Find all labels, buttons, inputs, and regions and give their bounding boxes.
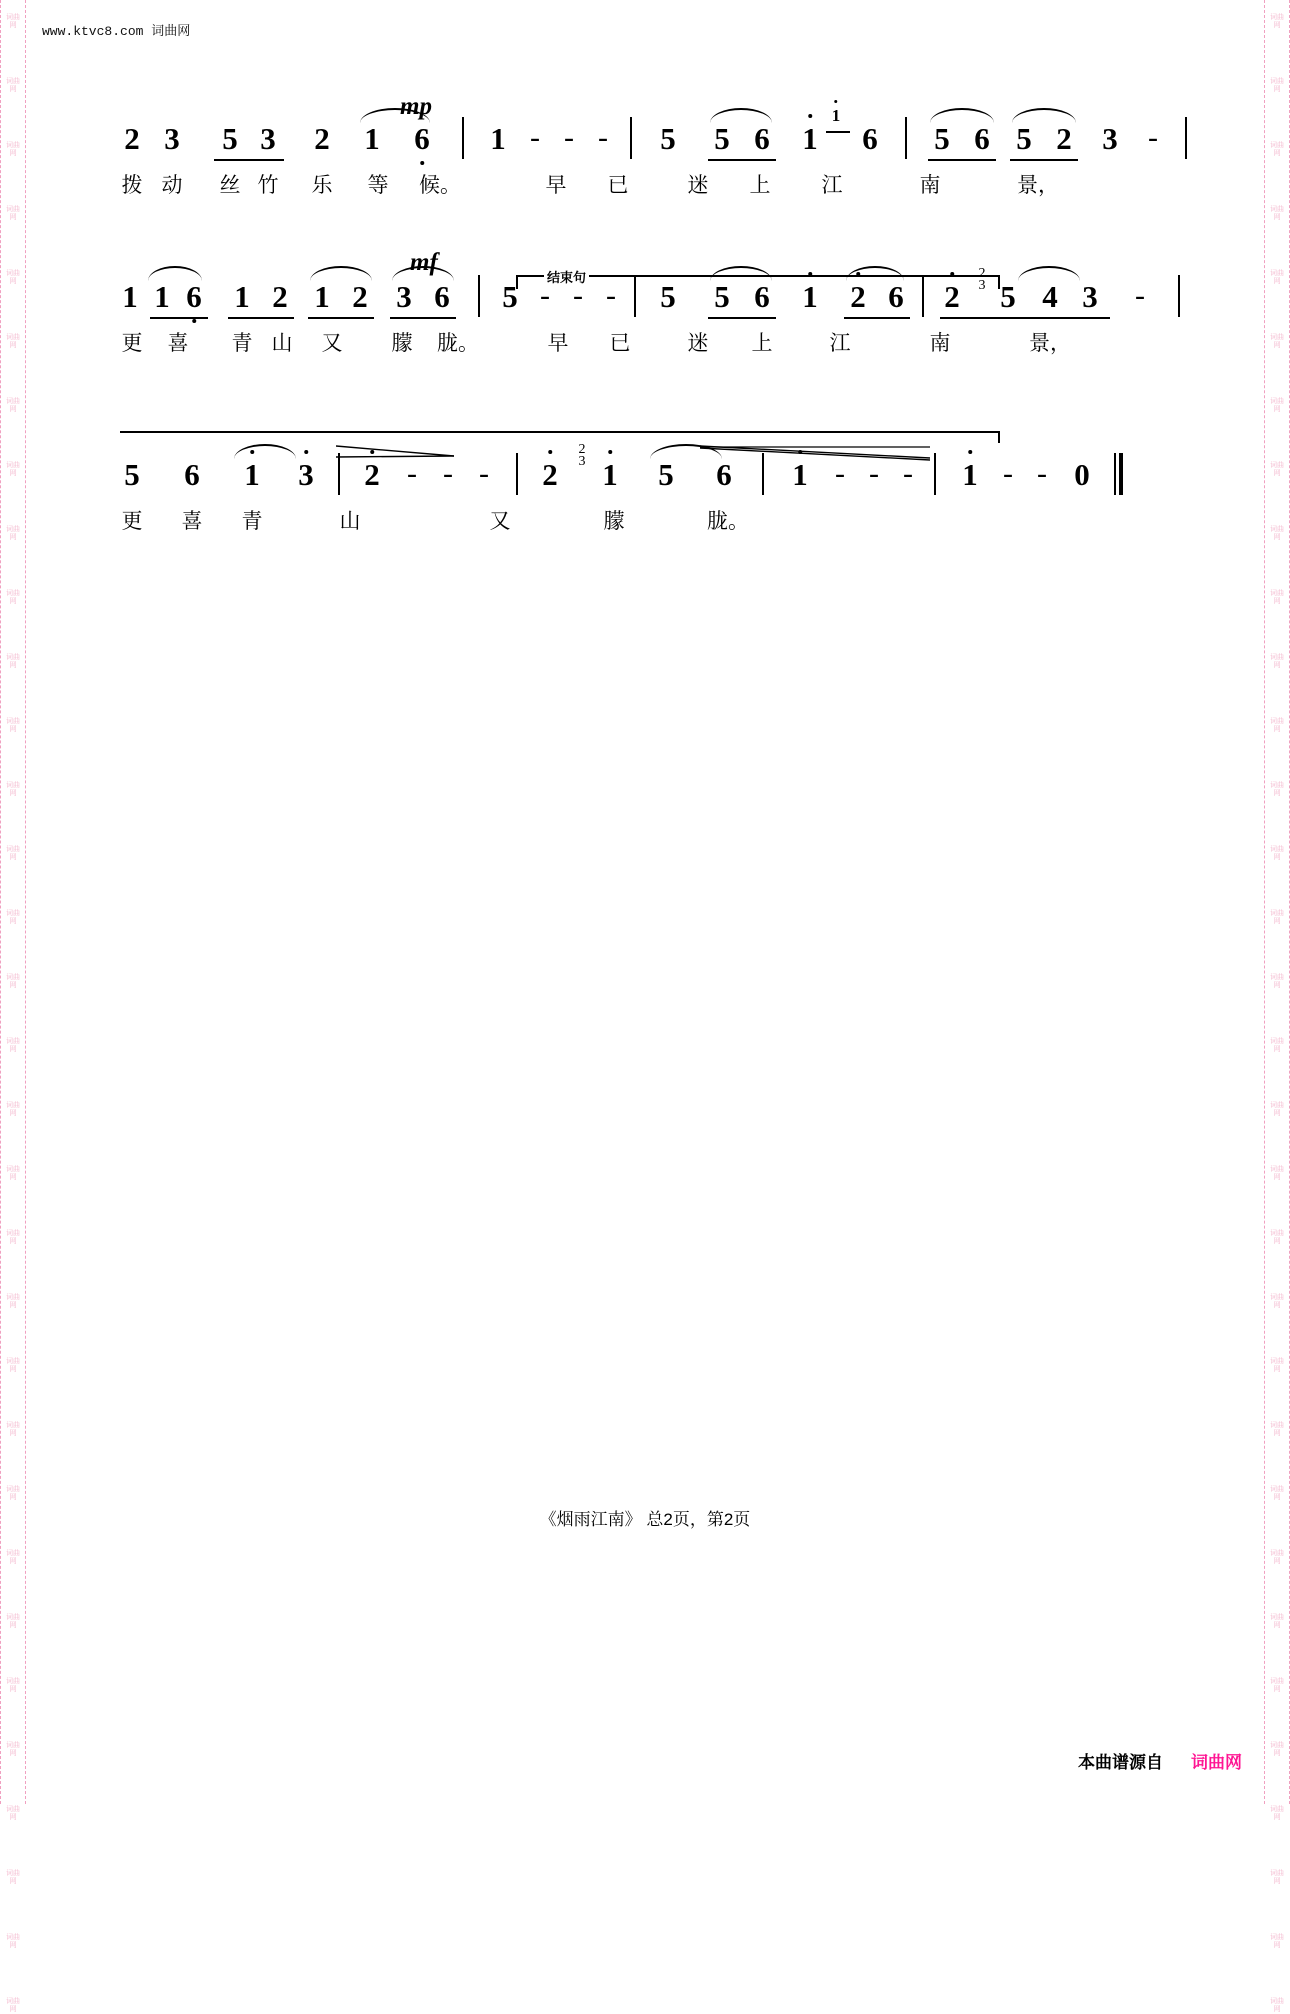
octave-dot-high bbox=[304, 450, 308, 454]
watermark-chip: 词曲网 bbox=[1270, 718, 1284, 733]
note: 1 bbox=[154, 279, 170, 314]
octave-dot-high bbox=[856, 272, 860, 276]
note: 6 bbox=[716, 457, 732, 492]
watermark-chip: 词曲网 bbox=[1270, 1230, 1284, 1245]
note: 2 bbox=[944, 281, 960, 312]
score-system-1 bbox=[110, 93, 1158, 215]
barline bbox=[905, 117, 907, 159]
beam bbox=[708, 317, 776, 319]
watermark-chip: 词曲网 bbox=[6, 526, 20, 541]
barline bbox=[630, 117, 632, 159]
watermark-chip: 词曲网 bbox=[6, 782, 20, 797]
note: 5 bbox=[660, 121, 676, 156]
note: 2 bbox=[124, 121, 140, 156]
note-dash: - bbox=[1003, 457, 1013, 490]
watermark-chip: 词曲网 bbox=[1270, 1294, 1284, 1309]
lyric-syllable: 山 bbox=[271, 332, 293, 355]
watermark-chip: 词曲网 bbox=[1270, 1614, 1284, 1629]
note: 5 bbox=[658, 457, 674, 492]
beam bbox=[308, 317, 374, 319]
watermark-chip: 词曲网 bbox=[1270, 1166, 1284, 1181]
note: 6 bbox=[434, 279, 450, 314]
lyric-syllable: 丝 bbox=[219, 174, 241, 197]
beam bbox=[228, 317, 294, 319]
watermark-chip: 词曲网 bbox=[6, 206, 20, 221]
watermark-chip: 词曲网 bbox=[6, 654, 20, 669]
watermark-chip: 词曲网 bbox=[1270, 910, 1284, 925]
note: 5 bbox=[124, 457, 140, 492]
watermark-chip: 词曲网 bbox=[1270, 974, 1284, 989]
watermark-chip: 词曲网 bbox=[1270, 14, 1284, 29]
octave-dot-high bbox=[250, 450, 254, 454]
watermark-chip: 词曲网 bbox=[6, 462, 20, 477]
watermark-chip: 词曲网 bbox=[6, 1806, 20, 1821]
note-dash: - bbox=[443, 457, 453, 490]
lyric-syllable: 早 bbox=[547, 332, 569, 355]
note: 2 bbox=[352, 279, 368, 314]
note-dash: - bbox=[540, 279, 550, 312]
note: 6 bbox=[184, 457, 200, 492]
lyric-syllable: 上 bbox=[751, 332, 773, 355]
watermark-chip: 词曲网 bbox=[1270, 1102, 1284, 1117]
note: 6 bbox=[754, 279, 770, 314]
lyric-syllable: 山 bbox=[339, 510, 361, 533]
watermark-chip: 词曲网 bbox=[6, 1422, 20, 1437]
watermark-chip: 词曲网 bbox=[6, 590, 20, 605]
note: 0 bbox=[1074, 457, 1090, 492]
watermark-chip: 词曲网 bbox=[6, 1678, 20, 1693]
watermark-chip: 词曲网 bbox=[6, 142, 20, 157]
note: 2 bbox=[1056, 121, 1072, 156]
watermark-chip: 词曲网 bbox=[6, 1870, 20, 1885]
note: 5 bbox=[502, 279, 518, 314]
note: 3 bbox=[1102, 121, 1118, 156]
beam bbox=[844, 317, 910, 319]
lyric-syllable: 又 bbox=[321, 332, 343, 355]
note-dash: - bbox=[1037, 457, 1047, 490]
lyric-syllable: 朦 bbox=[391, 332, 413, 355]
watermark-chip: 词曲网 bbox=[1270, 1038, 1284, 1053]
tuplet-numerator: 2 bbox=[978, 266, 986, 281]
lyric-syllable: 已 bbox=[609, 332, 631, 355]
note: 2 bbox=[314, 121, 330, 156]
note: 3 bbox=[1082, 279, 1098, 314]
octave-dot-high bbox=[608, 450, 612, 454]
watermark-chip: 词曲网 bbox=[6, 1358, 20, 1373]
note: 3 bbox=[260, 121, 276, 156]
watermark-chip: 词曲网 bbox=[6, 398, 20, 413]
notation-row bbox=[110, 431, 1120, 505]
note: 5 bbox=[1016, 121, 1032, 156]
note: 1 bbox=[792, 459, 808, 490]
note: 1 bbox=[364, 121, 380, 156]
page-footer: 《烟雨江南》 总2页，第2页 bbox=[539, 1510, 751, 1529]
tuplet-marking bbox=[979, 267, 986, 293]
note: 3 bbox=[396, 279, 412, 314]
note-dash: - bbox=[869, 457, 879, 490]
source-brand[interactable]: 词曲网 bbox=[1191, 1753, 1242, 1772]
lyric-syllable: 江 bbox=[829, 332, 851, 355]
lyric-syllable: 胧。 bbox=[707, 510, 749, 533]
notation-row bbox=[110, 93, 1158, 169]
octave-dot-high bbox=[798, 450, 802, 454]
page-border-right bbox=[1264, 0, 1290, 1804]
dynamic-marking-mf: mf bbox=[410, 249, 438, 276]
watermark-chip: 词曲网 bbox=[1270, 270, 1284, 285]
note: 6 bbox=[754, 121, 770, 156]
note-dash: - bbox=[835, 457, 845, 490]
note-dash: - bbox=[479, 457, 489, 490]
barline bbox=[934, 453, 936, 495]
watermark-chip: 词曲网 bbox=[6, 270, 20, 285]
tuplet-numerator: 2 bbox=[578, 442, 586, 457]
barline bbox=[922, 275, 924, 317]
watermark-chip: 词曲网 bbox=[1270, 334, 1284, 349]
lyric-syllable: 等 bbox=[367, 174, 389, 197]
note: 5 bbox=[714, 279, 730, 314]
barline bbox=[1185, 117, 1187, 159]
watermark-chip: 词曲网 bbox=[6, 846, 20, 861]
octave-dot-high bbox=[370, 450, 374, 454]
note-dash: - bbox=[407, 457, 417, 490]
site-name: 词曲网 bbox=[151, 23, 191, 38]
lyric-syllable: 南 bbox=[919, 174, 941, 197]
lyric-syllable: 南 bbox=[929, 332, 951, 355]
source-label: 本曲谱源自 bbox=[1078, 1753, 1163, 1772]
octave-dot-low bbox=[420, 161, 424, 165]
watermark-chip: 词曲网 bbox=[1270, 1678, 1284, 1693]
lyric-syllable: 又 bbox=[489, 510, 511, 533]
note: 3 bbox=[164, 121, 180, 156]
lyric-syllable: 景， bbox=[1017, 174, 1059, 197]
beam bbox=[214, 159, 284, 161]
note: 2 bbox=[364, 459, 380, 490]
note-dash: - bbox=[598, 121, 608, 154]
note: 6 bbox=[974, 121, 990, 156]
beam bbox=[390, 317, 456, 319]
note: 2 bbox=[542, 459, 558, 490]
watermark-chip: 词曲网 bbox=[1270, 1934, 1284, 1949]
lyric-syllable: 青 bbox=[241, 510, 263, 533]
watermark-chip: 词曲网 bbox=[1270, 1998, 1284, 2013]
lyric-syllable: 朦 bbox=[603, 510, 625, 533]
watermark-chip: 词曲网 bbox=[6, 1742, 20, 1757]
watermark-chip: 词曲网 bbox=[1270, 654, 1284, 669]
watermark-chip: 词曲网 bbox=[1270, 1806, 1284, 1821]
watermark-chip: 词曲网 bbox=[6, 1550, 20, 1565]
site-url: www.ktvc8.com bbox=[42, 24, 144, 39]
lyric-syllable: 景， bbox=[1029, 332, 1071, 355]
lyric-syllable: 胧。 bbox=[437, 332, 479, 355]
site-watermark bbox=[42, 20, 190, 39]
lyric-syllable: 竹 bbox=[257, 174, 279, 197]
watermark-chip: 词曲网 bbox=[1270, 1486, 1284, 1501]
tuplet-denominator: 3 bbox=[578, 454, 586, 469]
note: 1 bbox=[802, 281, 818, 312]
score-system-3 bbox=[110, 431, 1120, 571]
grace-note: 1 bbox=[832, 107, 841, 124]
note-dash: - bbox=[564, 121, 574, 154]
music-score bbox=[110, 93, 1158, 609]
watermark-chip: 词曲网 bbox=[1270, 1742, 1284, 1757]
note-dash: - bbox=[1148, 121, 1158, 154]
lyric-syllable: 动 bbox=[161, 174, 183, 197]
note-dash: - bbox=[903, 457, 913, 490]
beam bbox=[826, 131, 850, 133]
watermark-chip: 词曲网 bbox=[1270, 1422, 1284, 1437]
lyric-syllable: 青 bbox=[231, 332, 253, 355]
note: 1 bbox=[234, 279, 250, 314]
watermark-chip: 词曲网 bbox=[6, 1614, 20, 1629]
barline bbox=[462, 117, 464, 159]
note: 5 bbox=[714, 121, 730, 156]
barline bbox=[478, 275, 480, 317]
watermark-chip: 词曲网 bbox=[1270, 78, 1284, 93]
note: 4 bbox=[1042, 279, 1058, 314]
note: 1 bbox=[962, 459, 978, 490]
note: 1 bbox=[802, 123, 818, 154]
watermark-chip: 词曲网 bbox=[1270, 590, 1284, 605]
lyric-syllable: 更 bbox=[121, 332, 143, 355]
lyric-syllable: 更 bbox=[121, 510, 143, 533]
watermark-chip: 词曲网 bbox=[1270, 782, 1284, 797]
lyric-row bbox=[110, 505, 1120, 535]
beam bbox=[150, 317, 208, 319]
source-footer bbox=[1078, 1748, 1242, 1773]
note-dash: - bbox=[1135, 279, 1145, 312]
lyric-syllable: 迷 bbox=[687, 332, 709, 355]
dynamic-marking-mp: mp bbox=[400, 93, 432, 120]
watermark-chip: 词曲网 bbox=[6, 1934, 20, 1949]
barline bbox=[634, 275, 636, 317]
ending-bracket-label: 结束句 bbox=[544, 267, 589, 286]
score-system-2 bbox=[110, 249, 1145, 393]
watermark-chip: 词曲网 bbox=[1270, 142, 1284, 157]
barline bbox=[762, 453, 764, 495]
watermark-chip: 词曲网 bbox=[1270, 526, 1284, 541]
note: 5 bbox=[222, 121, 238, 156]
note: 1 bbox=[602, 459, 618, 490]
octave-dot-high bbox=[548, 450, 552, 454]
beam bbox=[940, 317, 1110, 319]
lyric-syllable: 已 bbox=[607, 174, 629, 197]
watermark-chip: 词曲网 bbox=[6, 1102, 20, 1117]
watermark-chip: 词曲网 bbox=[6, 974, 20, 989]
watermark-chip: 词曲网 bbox=[1270, 846, 1284, 861]
barline bbox=[338, 453, 340, 495]
note-dash: - bbox=[573, 279, 583, 312]
watermark-chip: 词曲网 bbox=[6, 1230, 20, 1245]
octave-dot-high bbox=[835, 100, 838, 103]
barline bbox=[1178, 275, 1180, 317]
note: 6 bbox=[414, 123, 430, 154]
octave-dot-high bbox=[808, 272, 812, 276]
lyric-syllable: 江 bbox=[821, 174, 843, 197]
lyric-syllable: 乐 bbox=[311, 174, 333, 197]
note: 2 bbox=[272, 279, 288, 314]
beam bbox=[1010, 159, 1078, 161]
watermark-chip: 词曲网 bbox=[6, 1038, 20, 1053]
lyric-row bbox=[110, 327, 1120, 357]
watermark-chip: 词曲网 bbox=[6, 78, 20, 93]
watermark-chip: 词曲网 bbox=[6, 1998, 20, 2013]
note: 1 bbox=[490, 121, 506, 156]
note: 6 bbox=[888, 279, 904, 314]
watermark-chip: 词曲网 bbox=[1270, 462, 1284, 477]
lyric-row bbox=[110, 169, 1120, 199]
note: 1 bbox=[244, 459, 260, 490]
note: 3 bbox=[298, 459, 314, 490]
lyric-syllable: 拨 bbox=[121, 174, 143, 197]
lyric-syllable: 喜 bbox=[167, 332, 189, 355]
note: 5 bbox=[1000, 279, 1016, 314]
page-border-left bbox=[0, 0, 26, 1804]
watermark-chip: 词曲网 bbox=[1270, 1550, 1284, 1565]
octave-dot-high bbox=[950, 272, 954, 276]
watermark-chip: 词曲网 bbox=[6, 910, 20, 925]
notation-row bbox=[110, 249, 1145, 327]
note: 5 bbox=[660, 279, 676, 314]
note: 6 bbox=[186, 281, 202, 312]
watermark-chip: 词曲网 bbox=[1270, 1870, 1284, 1885]
beam bbox=[708, 159, 776, 161]
note: 5 bbox=[934, 121, 950, 156]
watermark-chip: 词曲网 bbox=[6, 334, 20, 349]
barline bbox=[516, 453, 518, 495]
note-dash: - bbox=[606, 279, 616, 312]
octave-dot-high bbox=[968, 450, 972, 454]
lyric-syllable: 候。 bbox=[419, 174, 461, 197]
watermark-chip: 词曲网 bbox=[6, 718, 20, 733]
note: 6 bbox=[862, 121, 878, 156]
tuplet-denominator: 3 bbox=[978, 278, 986, 293]
lyric-syllable: 喜 bbox=[181, 510, 203, 533]
tuplet-marking bbox=[579, 443, 586, 469]
note: 2 bbox=[850, 281, 866, 312]
note: 1 bbox=[314, 279, 330, 314]
note: 1 bbox=[122, 279, 138, 314]
octave-dot-high bbox=[808, 114, 812, 118]
watermark-chip: 词曲网 bbox=[1270, 206, 1284, 221]
lyric-syllable: 上 bbox=[749, 174, 771, 197]
watermark-chip: 词曲网 bbox=[1270, 398, 1284, 413]
watermark-chip: 词曲网 bbox=[1270, 1358, 1284, 1373]
watermark-chip: 词曲网 bbox=[6, 14, 20, 29]
lyric-syllable: 迷 bbox=[687, 174, 709, 197]
note-dash: - bbox=[530, 121, 540, 154]
watermark-chip: 词曲网 bbox=[6, 1294, 20, 1309]
watermark-chip: 词曲网 bbox=[6, 1486, 20, 1501]
final-barline bbox=[1114, 453, 1116, 495]
beam bbox=[928, 159, 996, 161]
octave-dot-low bbox=[192, 319, 196, 323]
lyric-syllable: 早 bbox=[545, 174, 567, 197]
watermark-chip: 词曲网 bbox=[6, 1166, 20, 1181]
